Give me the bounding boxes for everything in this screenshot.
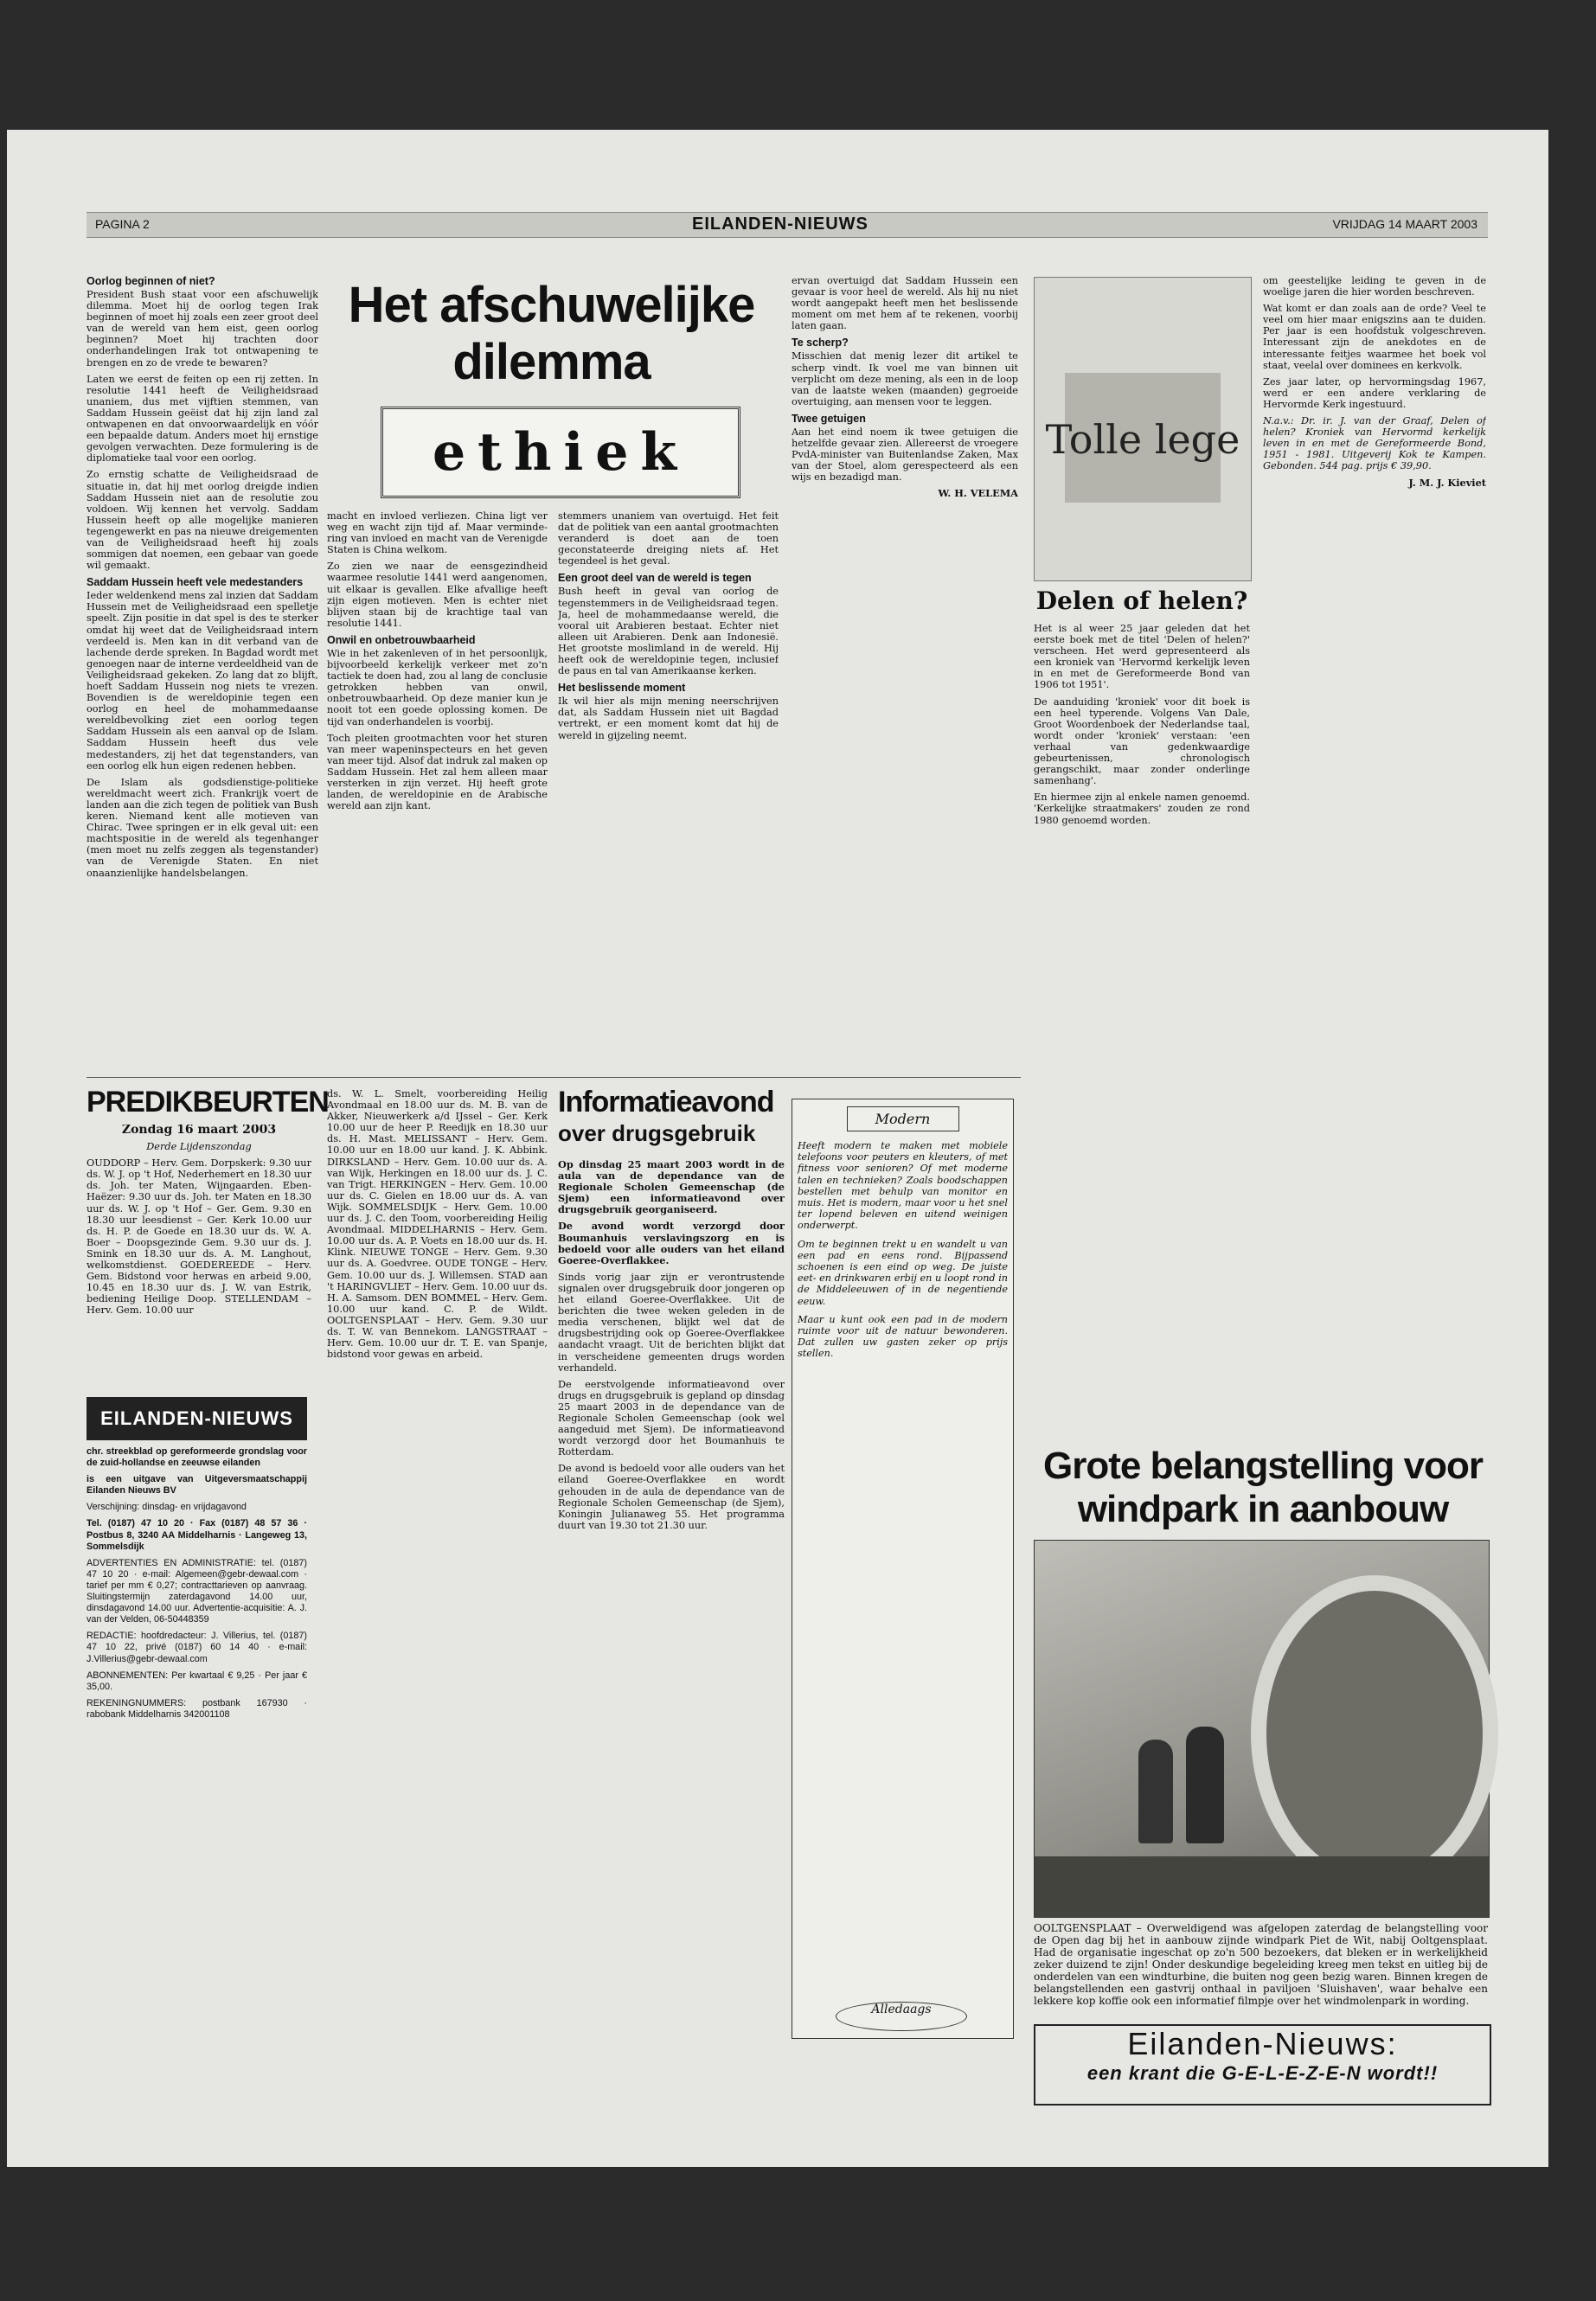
predikbeurten-column-2 (327, 1088, 548, 2040)
paragraph: Ieder weldenkend mens zal inzien dat Saddam Hussein met de Veiligheidsraad een spelletje speelt. Zijn positie in dat spel is des te sterker omdat hij weet dat de Veiligheidsraad intern verdeeld is. Men kan in dit verband van de lachende derde spreken. In Bagdad wordt met genoegen naar de interne verdeeldheid van de Veiligheidsraad gekeken. Zo lang dat zo blijft, hoeft Saddam Hussein nog niets te vrezen. Bovendien is de wereldopinie tegen een oorlog en heel de mohammedaanse wereldbevolking ziet een oorlog tegen Saddam Hussein als een aanval op de Islam. Saddam Hussein heeft dus vele medestanders, zij het dat tegenstanders, van een oorlog elk hun eigen redenen hebben. (87, 590, 318, 772)
paper-name: EILANDEN-NIEUWS (692, 215, 869, 234)
paragraph: om geestelijke leiding te geven in de woelige jaren die hier worden beschreven. (1263, 275, 1486, 298)
article-column-1 (87, 275, 318, 1071)
article-subhead: Onwil en onbetrouwbaarheid (327, 633, 476, 646)
colophon (87, 1446, 307, 2043)
modern-text-3: Maar u kunt ook een pad in de modern ruimte voor uit de natuur bewonderen. Dat zullen uw gasten zeker op prijs stellen. (798, 1313, 1008, 1360)
ad-line-1: Eilanden-Nieuws: (1127, 2026, 1398, 2061)
article-subhead: Oorlog beginnen of niet? (87, 275, 215, 287)
issue-date: VRIJDAG 14 MAART 2003 (1332, 217, 1477, 231)
book-reference: N.a.v.: Dr. ir. J. van der Graaf, Delen of helen? Kroniek van Hervormd kerkelijk leven in en met de Gereformeerde Bond, 1951 - 1981. Uitgeverij Kok te Kampen. Gebonden. 544 pag. prijs € 39,90. (1263, 415, 1486, 472)
page-header (87, 212, 1488, 238)
predikbeurten-title: PREDIKBEURTEN (87, 1086, 329, 1118)
review-title: Delen of helen? (1035, 586, 1248, 615)
paragraph: Wie in het zakenleven of in het persoonlijk, bijvoorbeeld kerkelijk verkeer met zo'n tactiek te doen had, zou al lang de conclusie getrokken hebben van onwil, onbetrouwbaarheid. Op deze manier kun je nooit tot een goede oplossing komen. De tijd van onderhandelen is voorbij. (327, 647, 548, 727)
paragraph: De Islam als godsdienstige-politieke wereldmacht weert zich. Frankrijk voert de landen aan die zich tegen de politiek van Bush keren. Niemand kent alle motieven van Chirac. Twee springen er in elk geval uit: een machtspositie in de wereld als tegenhanger (men moet nu zelfs zeggen als tegenstander) van de Verenigde Staten. En niet onaanzienlijke handelsbelangen. (87, 776, 318, 879)
eilanden-nieuws-ad (1034, 2024, 1491, 2106)
section-label-ethiek: ethiek (381, 407, 740, 498)
article-subhead: Het beslissende moment (558, 682, 686, 695)
paragraph: De eerstvolgende informatieavond over drugs en drugsgebruik is gepland op dinsdag 25 maart 2003 in de dependance van de Regionale Scholen Gemeenschap (ook wel aangeduid met Sjem). De informatieavond wordt verzorgd door het Boumanhuis te Rotterdam. (558, 1378, 785, 1458)
headline-line-1: Het afschuwelijke (348, 277, 755, 333)
paragraph: Het is al weer 25 jaar geleden dat het eerste boek met de titel 'Delen of helen?' verscheen. Het werd gepresenteerd als een kroniek van 'Hervormd kerkelijk leven in en met de Gereformeerde Bond van 1906 tot 1951'. (1034, 623, 1250, 691)
paragraph: Misschien dat menig lezer dit artikel te scherp vindt. Ik voel me van binnen uit verplicht om deze mening, als een in de loop van de laatste weken (maanden) gegroeide overtuiging, aan mensen voor te leggen. (792, 350, 1018, 407)
info-lead: Op dinsdag 25 maart 2003 wordt in de aula van de dependance van de Regionale Scholen Gemeenschap (de Sjem) een informatieavond over drugsgebruik georganiseerd. (558, 1159, 785, 1216)
predikbeurten-column-1 (87, 1125, 311, 1384)
divider (87, 1077, 1021, 1078)
colophon-ads: ADVERTENTIES EN ADMINISTRATIE: tel. (0187) 47 10 20 · e-mail: Algemeen@gebr-dewaal.com · tarief per mm € 0,27; contracttarieven op aanvraag. Sluitingstermijn zaterdagavond 14.00 uur, dinsdagavond 14.00 uur. Advertentie-acquisitie: A. J. van der Velden, 06-50448359 (87, 1557, 307, 1625)
colophon-publisher: is een uitgave van Uitgeversmaatschappij Eilanden Nieuws BV (87, 1474, 307, 1497)
review-column-1 (1034, 623, 1250, 1401)
info-article (558, 1159, 785, 2041)
paragraph: Ik wil hier als mijn mening neerschrijven dat, als Saddam Hussein niet uit Bagdad vertrekt, er een moment komt dat hij de wereld in gijzeling neemt. (558, 695, 779, 741)
service-list: ds. W. L. Smelt, voorbereiding Heilig Avondmaal en 18.00 uur ds. M. B. van de Akker, Nieuwerkerk a/d IJssel – Ger. Kerk 10.00 uur de heer P. Reedijk en 18.30 uur ds. H. Mast. MELISSANT – Herv. Gem. 10.00 uur en 18.00 uur kand. J. K. Abbink. DIRKSLAND – Herv. Gem. 10.00 uur ds. A. van Wijk, Herkingen en 18.00 uur ds. J. C. van Trigt. HERKINGEN – Herv. Gem. 10.00 uur ds. C. Gielen en 18.00 uur ds. A. van Wijk. SOMMELSDIJK – Herv. Gem. 10.00 uur ds. J. C. den Toom, voorbereiding Heilig Avondmaal. MIDDELHARNIS – Herv. Gem. 10.00 uur ds. A. P. Voets en 18.00 uur ds. H. Klink. NIEUWE TONGE – Herv. Gem. 9.30 uur ds. A. Goedvree. OUDE TONGE – Herv. Gem. 10.00 uur ds. J. Willemsen. STAD aan 't HARINGVLIET – Herv. Gem. 10.00 uur ds. H. A. Samsom. DEN BOMMEL – Herv. Gem. 10.00 uur kand. C. P. de Wildt. OOLTGENSPLAAT – Herv. Gem. 9.30 uur ds. T. W. van Bennekom. LANGSTRAAT – Herv. Gem. 10.00 uur dr. T. E. van Spanje, bidstond voor gewas en arbeid. (327, 1088, 548, 1361)
info-subtitle: over drugsgebruik (558, 1120, 756, 1146)
article-column-4 (792, 275, 1018, 1071)
modern-text-2: Om te beginnen trekt u en wandelt u van een pad en eens rond. Bijpassend schoenen is een eind op weg. De juiste eet- en drinkwaren erbij en u loopt rond in de Middeleeuwen of in de negentiende eeuw. (798, 1238, 1008, 1307)
headline-line-2: dilemma (452, 334, 651, 390)
paragraph: Wat komt er dan zoals aan de orde? Veel te veel om hier maar enigszins aan te duiden. Per jaar is een hoofdstuk volgeschreven. Interessant zijn de anekdotes en de interessante feitjes waarmee het boek vol staat, veelal over dominees en kerkvolk. (1263, 303, 1486, 371)
service-date: Zondag 16 maart 2003 (121, 1125, 277, 1137)
info-title: Informatieavond (558, 1086, 774, 1118)
article-subhead: Een groot deel van de wereld is tegen (558, 572, 752, 585)
colophon-redactie: REDACTIE: hoofdredacteur: J. Villerius, tel. (0187) 47 10 22, privé (0187) 60 14 40 · e-mail: J.Villerius@gebr-dewaal.com (87, 1631, 307, 1664)
paragraph: Sinds vorig jaar zijn er verontrustende signalen over drugsgebruik door jongeren op het eiland Goeree-Overflakkee. Uit de berichten die twee weken geleden in de media verschenen, blijkt wel dat de drugsbestrijding ook op Goeree-Overflakkee aandacht vraagt. Uit de berichten blijkt dat in verscheidene gemeenten drugs worden verhandeld. (558, 1271, 785, 1374)
tolle-lege-illustration (1034, 277, 1252, 581)
info-lead-2: De avond wordt verzorgd door Boumanhuis verslavingszorg en is bedoeld voor alle ouders van het eiland Goeree-Overflakkee. (558, 1220, 785, 1266)
paragraph: Bush heeft in geval van oorlog de tegenstemmers in de Veiligheidsraad tegen. Ja, heel de mohammedaanse wereld, die vooral uit Arabieren bestaat. Echter niet alleen uit Arabieren. Denk aan Indonesië. Het grootste moslimland in de wereld. Hij heeft ook de wereldopinie tegen, inclusief de paus en tal van Amerikaanse kerken. (558, 586, 779, 677)
paragraph: Zo ernstig schatte de Veiligheidsraad de situatie in, dat hij met oorlog dreigde indien Saddam Hussein niet aan de resolutie zou voldoen. Wij kennen het vervolg. Saddam Hussein heeft op alle mogelijke manieren tegengewerkt en pas na nieuwe dreigementen van de Veiligheidsraad heeft hij zoals sommigen dat noemen, een gebaar van goede wil gemaakt. (87, 469, 318, 572)
article-column-3 (558, 510, 779, 1071)
paragraph: De aanduiding 'kroniek' voor dit boek is een heel typerende. Volgens Van Dale, Groot Woordenboek der Nederlandse taal, wordt onder 'kroniek' verstaan: 'een verhaal van gedenkwaardige gebeurtenissen, chronologisch gerangschikt, maar zonder onderlinge samenhang'. (1034, 695, 1250, 787)
author-signature: W. H. VELEMA (938, 487, 1018, 500)
service-subtitle: Derde Lijdenszondag (146, 1141, 252, 1153)
modern-text-1: Heeft modern te maken met mobiele telefoons voor peuters en kleuters, of met fitness voor senioren? Of met moderne talen en technieken? Zoals boodschappen bestellen met behulp van monitor en muis. Het is modern, maar voor u het snel ter lopend beleven en uitend weinigen onderwerpt. (798, 1140, 1008, 1232)
windpark-headline: Grote belangstelling voor windpark in aanbouw (1043, 1445, 1483, 1530)
windpark-caption (1034, 1922, 1488, 2019)
person-figure (1186, 1727, 1224, 1843)
paragraph: macht en invloed verliezen. China ligt ver weg en wacht zijn tijd af. Maar vermindering van invloed en macht van de Verenigde Staten is China welkom. (327, 510, 548, 556)
review-signature: J. M. J. Kieviet (1408, 476, 1486, 489)
paragraph: Zes jaar later, op hervormingsdag 1967, werd er een andere verklaring de Hervormde Kerk ingestuurd. (1263, 375, 1486, 410)
page-number: PAGINA 2 (95, 217, 150, 231)
ad-line-2: een krant die G-E-L-E-Z-E-N wordt!! (1086, 2062, 1439, 2084)
article-subhead: Saddam Hussein heeft vele medestanders (87, 576, 304, 589)
colophon-tagline: chr. streekblad op gereformeerde grondslag voor de zuid-hollandse en zeeuwse eilanden (87, 1446, 307, 1469)
turbine-segment (1251, 1575, 1498, 1892)
paragraph: President Bush staat voor een afschuwelijk dilemma. Moet hij de oorlog tegen Irak beginnen of moet hij zoals een zeer groot deel van de wereld van hem eist, geen oorlog beginnen? Moet hij trachten door onderhandelingen Irak tot ontwapening te brengen en zo de vrede te bewaren? (87, 289, 318, 369)
alledaags-label: Alledaags (836, 2002, 967, 2031)
paragraph: Toch pleiten grootmachten voor het sturen van meer wapeninspecteurs en het geven van meer tijd. Alsof dat indruk zal maken op Saddam Hussein. Het zal hem alleen maar versterken in zijn verzet. Hij heeft grote landen, de wereldopinie en de Arabische wereld aan zijn kant. (327, 732, 548, 812)
windpark-photo (1034, 1540, 1490, 1918)
tolle-lege-label: Tolle lege (1045, 416, 1240, 463)
main-headline (324, 277, 779, 391)
colophon-days: Verschijning: dinsdag- en vrijdagavond (87, 1502, 247, 1513)
modern-column (792, 1099, 1014, 2039)
paragraph: stemmers unaniem van overtuigd. Het feit dat de politiek van een aantal grootmachten veranderd is doet aan de toen geconstateerde dreiging niets af. Het tegendeel is het geval. (558, 510, 779, 567)
article-column-2 (327, 510, 548, 1071)
service-list: OUDDORP – Herv. Gem. Dorpskerk: 9.30 uur ds. W. J. op 't Hof, Nederhemert en 18.30 uur ds. Joh. ter Maten, Wijngaarden. Eben-Haëzer: 9.30 uur ds. Joh. ter Maten en 18.30 uur ds. W. J. op 't Hof – Ger. Gem. 9.30 en 18.30 uur leesdienst – Ger. Kerk 10.00 uur ds. H. P. de Goede en 18.30 uur ds. W. A. Boer – Doopsgezinde Gem. 9.30 uur ds. J. Smink en 18.30 uur ds. A. M. Langhout, welkomstdienst. GOEDEREEDE – Herv. Gem. Bidstond voor herwas en arbeid 9.00, 10.45 en 18.30 uur ds. J. W. van Estrik, bediening Heilige Doop. STELLENDAM – Herv. Gem. 10.00 uur (87, 1157, 311, 1317)
paragraph: De avond is bedoeld voor alle ouders van het eiland Goeree-Overflakkee en wordt gehouden in de aula de dependance van de Regionale Scholen Gemeenschap (de Sjem), Koningin Julianaweg 55. Het programma duurt van 19.30 tot 21.30 uur. (558, 1463, 785, 1531)
paragraph: Laten we eerst de feiten op een rij zetten. In resolutie 1441 heeft de Veiligheidsraad unaniem, dus met vijftien stemmen, van Saddam Hussein geëist dat hij zijn land zal ontwapenen en dat onvoorwaardelijk en vóór een bepaalde datum. Anders moet hij ernstige gevolgen verwachten. Deze formulering is de diplomatieke taal voor een oorlog. (87, 373, 318, 465)
colophon-subscriptions: ABONNEMENTEN: Per kwartaal € 9,25 · Per jaar € 35,00. (87, 1670, 307, 1692)
paragraph: Aan het eind noem ik twee getuigen die hetzelfde gevaar zien. Allereerst de vroegere PvdA-minister van Buitenlandse Zaken, Max van der Stoel, alom gerespecteerd als een wijs en bezadigd man. (792, 426, 1018, 484)
colophon-masthead: EILANDEN-NIEUWS (87, 1397, 307, 1440)
colophon-accounts: REKENINGNUMMERS: postbank 167930 · rabobank Middelharnis 342001108 (87, 1697, 307, 1720)
caption-text: OOLTGENSPLAAT – Overweldigend was afgelopen zaterdag de belangstelling voor de Open dag bij het in aanbouw zijnde windpark Piet de Wit, nabij Ooltgensplaat. Had de organisatie ingeschat op zo'n 500 bezoekers, dat bleken er in werkelijkheid zeker duizend te zijn! Onder deskundige begeleiding kreeg men tekst en uitleg bij de onderdelen van een windturbine, die buiten nog geen bezig waren. Binnen kregen de belangstellenden een gastvrij onthaal in paviljoen 'Sluishaven', waar behalve een lekkere kop koffie ook een informatief filmpje over het windmolenpark in wording. (1034, 1922, 1488, 2007)
paragraph: ervan overtuigd dat Saddam Hussein een gevaar is voor heel de wereld. Als hij nu niet wordt aangepakt heeft men het beslissende moment om met hem af te rekenen, voorbij laten gaan. (792, 275, 1018, 332)
article-subhead: Twee getuigen (792, 412, 866, 425)
review-column-2 (1263, 275, 1486, 1434)
modern-title: Modern (847, 1106, 959, 1131)
trailer (1035, 1856, 1489, 1917)
colophon-contact: Tel. (0187) 47 10 20 · Fax (0187) 48 57 36 · Postbus 8, 3240 AA Middelharnis · Langeweg 13, Sommelsdijk (87, 1518, 307, 1552)
article-subhead: Te scherp? (792, 336, 849, 349)
paragraph: En hiermee zijn al enkele namen genoemd. 'Kerkelijke straatmakers' zouden ze rond 1980 genoemd worden. (1034, 792, 1250, 826)
paragraph: Zo zien we naar de eensgezindheid waarmee resolutie 1441 werd aangenomen, uit elkaar is gevallen. Elke afvallige heeft zijn eigen motieven. Men is echter niet blijven staan bij de krachtige taal van resolutie 1441. (327, 561, 548, 629)
person-figure (1138, 1740, 1173, 1843)
